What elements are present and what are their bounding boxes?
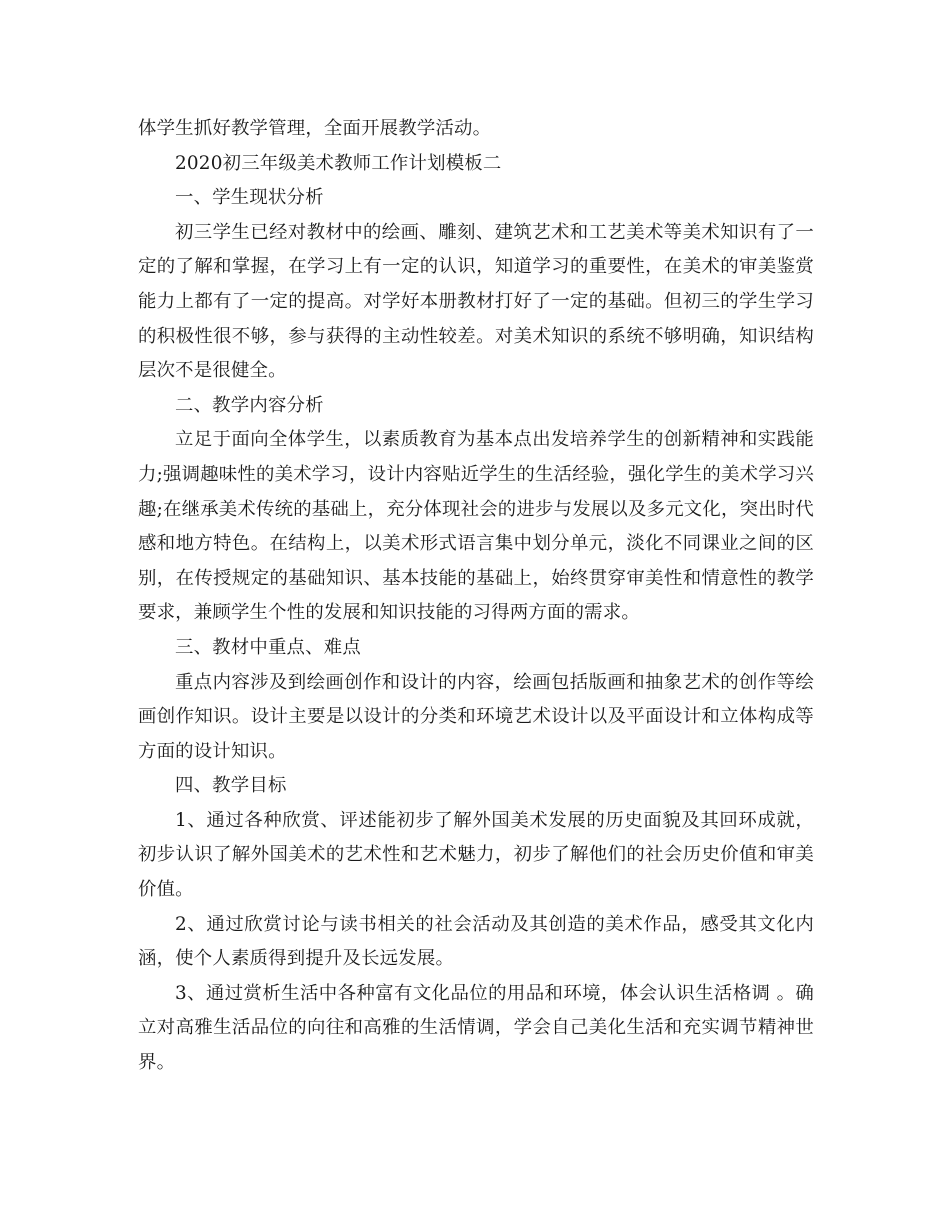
paragraph-key-points: 重点内容涉及到绘画创作和设计的内容，绘画包括版画和抽象艺术的创作等绘画创作知识。设计主要是以设计的分类和环境艺术设计以及平面设计和立体构成等方面的设计知识。 <box>138 671 814 762</box>
paragraph-content-analysis: 立足于面向全体学生，以素质教育为基本点出发培养学生的创新精神和实践能力;强调趣味性的美术学习，设计内容贴近学生的生活经验，强化学生的美术学习兴趣;在继承美术传统的基础上，充分体现社会的进步与发展以及多元文化，突出时代感和地方特色。在结构上，以美术形式语言集中划分单元，淡化不同课业之间的区别，在传授规定的基础知识、基本技能的基础上，始终贯穿审美性和情意性的教学要求，兼顾学生个性的发展和知识技能的习得两方面的需求。 <box>138 429 814 624</box>
paragraph-student-analysis: 初三学生已经对教材中的绘画、雕刻、建筑艺术和工艺美术等美术知识有了一定的了解和掌握，在学习上有一定的认识，知道学习的重要性，在美术的审美鉴赏能力上都有了一定的提高。对学好本册教材打好了一定的基础。但初三的学生学习的积极性很不够，参与获得的主动性较差。对美术知识的系统不够明确，知识结构层次不是很健全。 <box>138 221 814 382</box>
section-heading-1: 一、学生现状分析 <box>175 187 324 209</box>
document-subtitle: 2020初三年级美术教师工作计划模板二 <box>175 152 502 174</box>
section-heading-4: 四、教学目标 <box>175 775 287 797</box>
goal-item-2: 2、通过欣赏讨论与读书相关的社会活动及其创造的美术作品，感受其文化内涵，使个人素质得到提升及长远发展。 <box>138 913 814 970</box>
goal-item-1: 1、通过各种欣赏、评述能初步了解外国美术发展的历史面貌及其回环成就，初步认识了解外国美术的艺术性和艺术魅力，初步了解他们的社会历史价值和审美价值。 <box>138 809 814 901</box>
section-heading-2: 二、教学内容分析 <box>175 394 324 416</box>
goal-item-3: 3、通过赏析生活中各种富有文化品位的用品和环境，体会认识生活格调 。确立对高雅生活品位的向往和高雅的生活情调，学会自己美化生活和充实调节精神世界。 <box>138 982 814 1074</box>
section-heading-3: 三、教材中重点、难点 <box>175 636 361 658</box>
paragraph-continuation: 体学生抓好教学管理，全面开展教学活动。 <box>138 118 492 139</box>
document-body <box>138 112 814 1081</box>
